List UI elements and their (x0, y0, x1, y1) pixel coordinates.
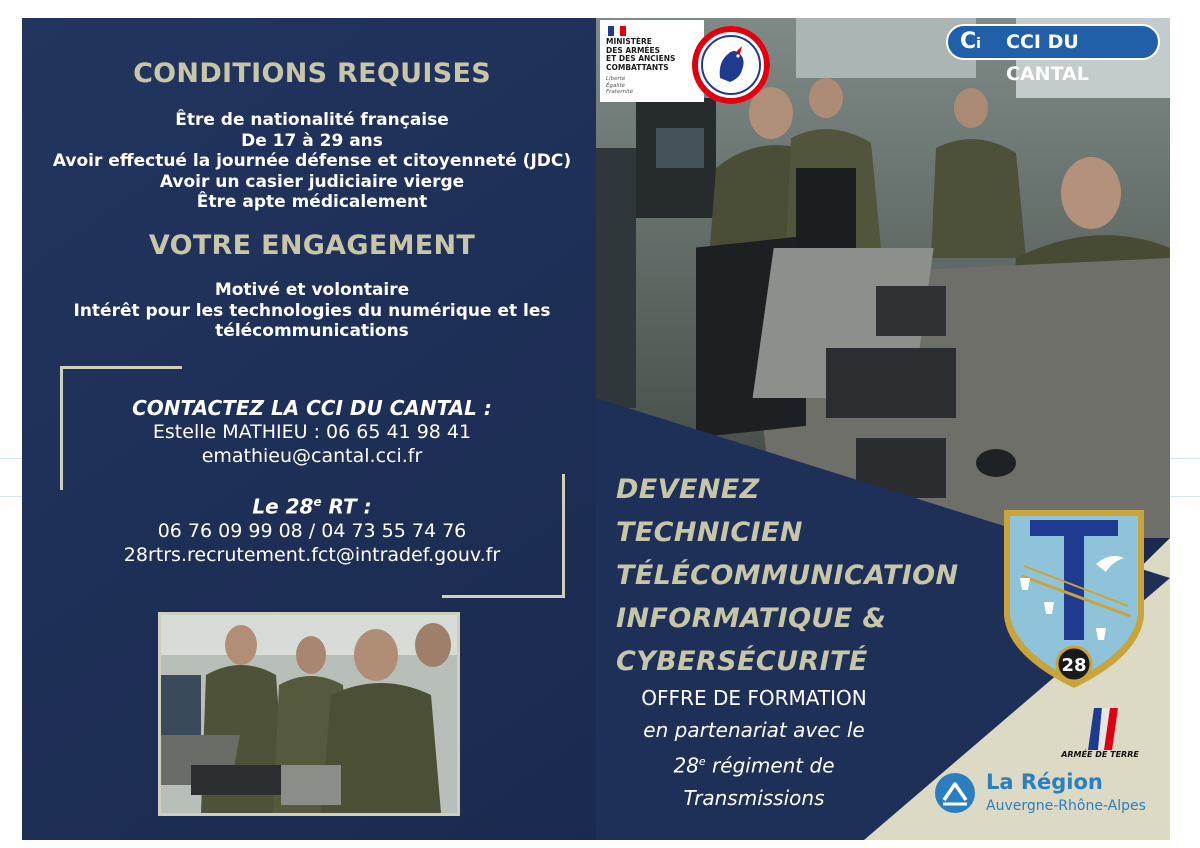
contact-cci-person: Estelle MATHIEU : 06 65 41 98 41 (152, 421, 472, 443)
devise-line: Fraternité (606, 89, 634, 95)
rt-sup: e (313, 495, 322, 509)
offre-number: 28 (673, 753, 699, 778)
devise-text (606, 76, 633, 96)
headline-line: DEVENEZ (616, 474, 760, 505)
ministere-line: ET DES ANCIENS (606, 54, 676, 63)
contact-cci-heading: CONTACTEZ LA CCI DU CANTAL : (132, 396, 492, 420)
students-photo-illustration (161, 615, 457, 813)
region-subtitle: Auvergne-Rhône-Alpes (986, 798, 1146, 814)
region-mountain-icon (934, 772, 976, 814)
condition-item: Avoir un casier judiciaire vierge (159, 171, 465, 192)
offre-title: OFFRE DE FORMATION (641, 686, 867, 710)
ministere-line: COMBATTANTS (606, 62, 669, 72)
regiment-crest-icon (1000, 506, 1148, 692)
ministere-text (606, 38, 675, 72)
armee-de-terre-label: ARMÉE DE TERRE (1061, 750, 1139, 759)
offre-sup: e (698, 755, 706, 768)
contact-rt-phones: 06 76 09 99 08 / 04 73 55 74 76 (157, 519, 467, 542)
conditions-title: CONDITIONS REQUISES (133, 58, 491, 89)
crest-number: 28 (1061, 655, 1087, 676)
headline-line: TECHNICIEN (616, 517, 803, 548)
cci-label: CCI DU CANTAL (1006, 31, 1089, 85)
condition-item: Être de nationalité française (175, 110, 449, 130)
contact-cci-email[interactable]: emathieu@cantal.cci.fr (201, 445, 423, 467)
rt-suffix: RT : (321, 494, 372, 519)
contact-cci (62, 396, 562, 468)
headline (616, 468, 959, 683)
rt-number: Le 28 (252, 494, 314, 519)
bracket-bottom (442, 595, 565, 598)
engagement-item: Motivé et volontaire (214, 280, 410, 300)
engagement-list (42, 280, 582, 342)
contact-rt-email[interactable]: 28rtrs.recrutement.fct@intradef.gouv.fr (123, 543, 501, 566)
engagement-item: télécommunications (215, 321, 409, 341)
region-name: La Région (986, 770, 1103, 794)
conditions-list (42, 110, 582, 213)
devise-line: Égalité (606, 82, 625, 89)
bracket-top (60, 366, 182, 369)
engagement-title: VOTRE ENGAGEMENT (148, 230, 476, 261)
region-logo (934, 770, 1168, 818)
contact-rt (62, 490, 562, 567)
marianne-flag-icon (608, 26, 626, 36)
students-photo (158, 612, 460, 816)
condition-item: Avoir effectué la journée défense et citoyenneté (JDC) (52, 151, 572, 171)
ministere-line: DES ARMÉES (606, 45, 661, 55)
cohesion-nationale-cocarde-icon (690, 24, 772, 106)
ministere-logo (600, 20, 704, 102)
headline-line: INFORMATIQUE & (616, 603, 887, 634)
headline-line: TÉLÉCOMMUNICATION (616, 560, 959, 591)
cci-cantal-logo (946, 24, 1160, 85)
cci-logo-icon: Ci (960, 29, 981, 54)
condition-item: Être apte médicalement (196, 192, 428, 212)
ministere-line: MINISTÈRE (606, 37, 652, 46)
bracket-right (562, 474, 565, 598)
headline-line: CYBERSÉCURITÉ (616, 646, 868, 677)
offre-suffix: régiment de Transmissions (683, 753, 835, 810)
offre-line2 (604, 746, 904, 814)
offre-line1: en partenariat avec le (643, 718, 865, 742)
devise-line: Liberté (606, 76, 626, 82)
offre-block (604, 682, 904, 814)
contact-rt-heading (62, 490, 562, 519)
condition-item: De 17 à 29 ans (241, 130, 383, 151)
flyer (22, 18, 1170, 840)
engagement-item: Intérêt pour les technologies du numérique et les (73, 300, 551, 321)
